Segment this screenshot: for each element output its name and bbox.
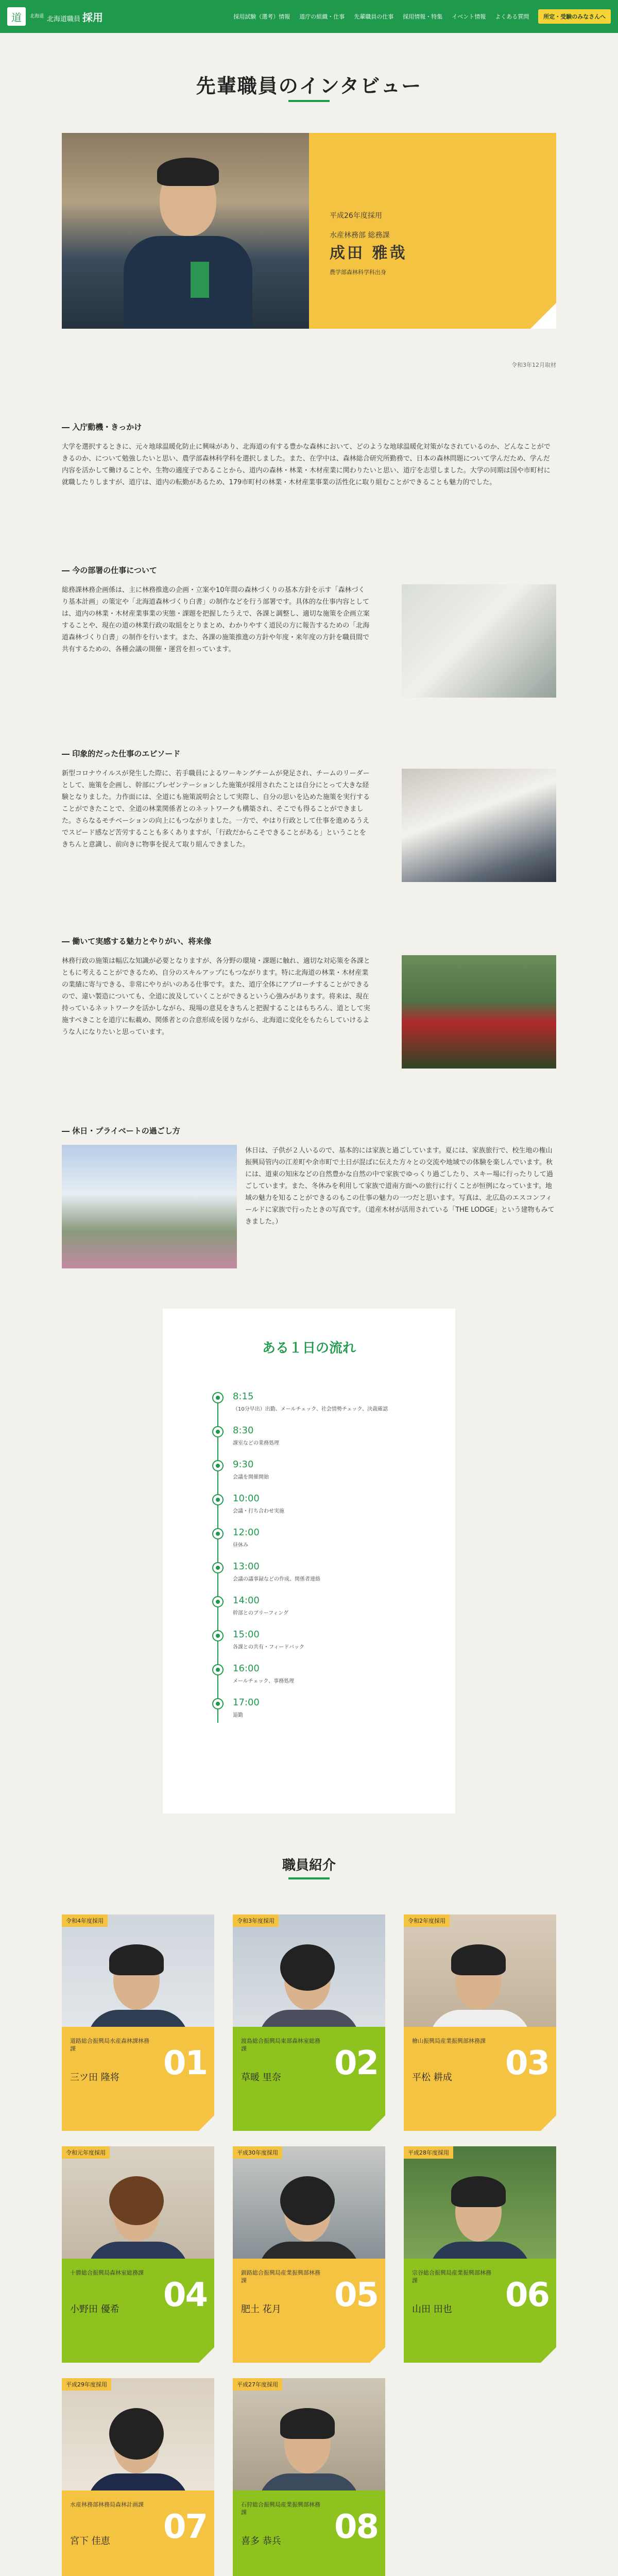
clock-icon	[212, 1460, 224, 1471]
presentation-photo	[402, 769, 556, 882]
staff-section-title: 職員紹介	[282, 1858, 336, 1873]
staff-year: 令和2年度採用	[404, 1914, 450, 1927]
staff-name: 小野田 優希	[70, 2304, 119, 2315]
staff-year: 令和3年度採用	[233, 1914, 279, 1927]
clock-icon	[212, 1562, 224, 1573]
logo-sub: 北海道	[30, 13, 44, 19]
staff-name: 平松 耕成	[412, 2072, 452, 2083]
section-heading-holiday: ― 休日・プライベートの過ごし方	[62, 1126, 180, 1136]
nav-item-events[interactable]: イベント情報	[452, 13, 486, 20]
staff-card-01[interactable]: 令和4年度採用 道路総合振興局水産森林課林務課 三ツ田 隆将 01	[62, 1914, 214, 2131]
staff-name: 三ツ田 隆将	[70, 2072, 119, 2083]
staff-year: 平成27年度採用	[233, 2378, 282, 2391]
family-photo	[62, 1145, 237, 1268]
clock-icon	[212, 1664, 224, 1675]
title-underline	[288, 100, 330, 102]
staff-number: 06	[505, 2276, 549, 2314]
hero-name: 成田 雅哉	[330, 244, 407, 262]
staff-number: 04	[163, 2276, 207, 2314]
section-text-current-work: 総務課林務企画係は、主に林務推進の企画・立案や10年間の森林づくりの基本方針を示す「森林づくり基本計画」の策定や「北海道森林づくり白書」の制作などを行う部署です。具体的な仕事内容としては、道内の林業・木材産業事業の実態・課題を把握したうえで、各課と調整し、適切な施策を企画立案することや、現在の道の林業行政の取組をとりまとめ、わかりやすく道民の方に報告するための「北海道森林づくり白書」の制作を行います。また、各課の施策推進の方針や年度・来年度の方針を職員間で共有するための、各種会議の開催・運営を担っています。	[62, 586, 370, 653]
section-heading-motivation: ― 入庁動機・きっかけ	[62, 422, 142, 432]
hokkaido-seal-icon: 道	[7, 7, 26, 26]
nav-item-organization[interactable]: 道庁の組織・仕事	[299, 13, 345, 20]
clock-icon	[212, 1426, 224, 1437]
staff-name: 宮下 佳恵	[70, 2536, 110, 2547]
staff-year: 平成29年度採用	[62, 2378, 111, 2391]
site-header	[0, 0, 618, 33]
clock-icon	[212, 1698, 224, 1709]
daily-schedule: ある１日の流れ 8:15 （10分早出）出勤、メールチェック、社会情勢チェック、決裁確認 8:30 課室などの業務処理 9:30 会議を開催開始 10:00 会議・打ち合わせ実施 12:00 昼休み 13:00 会議の議事録などの作成、関係者連絡 14:00 幹部とのブリーフィング 15:00 各課との共有・フィードバック 16:00 メールチェック、事務処理 17:00 退勤	[163, 1309, 455, 1814]
staff-card-08[interactable]: 平成27年度採用 石狩総合振興局産業振興部林務課 喜多 恭兵 08	[233, 2378, 385, 2576]
clock-icon	[212, 1596, 224, 1607]
staff-number: 08	[334, 2508, 378, 2546]
staff-number: 02	[334, 2044, 378, 2082]
section-text-episode: 新型コロナウイルスが発生した際に、若手職員によるワーキングチームが発足され、チームのリーダーとして、施策を企画し、幹部にプレゼンテーションした施策が採用されたことは自分にとって大きな経験となりました。力作面には、全道にも施策説明会として実際し、自分の思いを込めた施策を実行することができたことで、全道の林業関係者とのネットワークも構築され、そこでも得ることができました。さらなるモチベーションの向上にもつながりました。一方で、やはり行政として仕事を進めるうえでスピード感など苦労することも多くありますが、「行政だからこそできることがある」ということをきちんと意識し、前向きに物事を捉えて取り組んできました。	[62, 770, 370, 849]
site-logo[interactable]	[7, 7, 103, 26]
staff-number: 01	[163, 2044, 207, 2082]
section-text-holiday: 休日は、子供が２人いるので、基本的には家族と過ごしています。夏には、家族旅行で、校生地の権山振興局管内の江差町や余市町で土日が混ばに伝えた方々との交流や地域での体験を楽しんでいます。秋には、道東の知床などの自然豊かな自然の中で家族でゆっくり過ごしたり、スキー場に行ったりして過ごしています。また、冬休みを利用して家族で道南方面への旅行に行くことが恒例になっています。地域の魅力を知ることができるのもこの仕事の魅力の一つだと思います。写真は、北広島のエスコンフィールドに家族で行ったときの写真です。（道産木材が活用されている「THE LODGE」という建物もみてきました。）	[245, 1147, 555, 1226]
hero-profile-card	[309, 133, 556, 329]
staff-number: 07	[163, 2508, 207, 2546]
section-text-motivation: 大学を選択するときに、元々地球温暖化防止に興味があり、北海道の有する豊かな森林において、どのような地球温暖化対策がなされているのか、どんなことができるのか、について勉強したいと思い、農学部森林科学科を選択しました。また、在学中は、森林総合研究所勤務で、日本の森林問題について学んだため、学んだ内容を活かして働けることや、生物の適度子であることから、道内の森林・林業・木材産業に関わりたいと思い、道庁を志望しました。大学の同期は国や市町村に就職したりしますが、道庁は、道内の転勤があるため、179市町村の林業・木材産業事業の活性化に取り組むことができることも魅力的でした。	[62, 443, 551, 486]
staff-card-02[interactable]: 令和3年度採用 渡島総合振興局東部森林室総務課 草暖 里奈 02	[233, 1914, 385, 2131]
forest-group-photo	[402, 955, 556, 1069]
clock-icon	[212, 1392, 224, 1403]
section-heading-current-work: ― 今の部署の仕事について	[62, 566, 157, 575]
section-heading-episode: ― 印象的だった仕事のエピソード	[62, 749, 181, 758]
schedule-title: ある１日の流れ	[262, 1341, 356, 1356]
staff-card-04[interactable]: 令和元年度採用 十勝総合振興局森林室総務課 小野田 優希 04	[62, 2146, 214, 2363]
staff-card-05[interactable]: 平成30年度採用 釧路総合振興局産業振興部林務課 肥土 花月 05	[233, 2146, 385, 2363]
staff-year: 平成30年度採用	[233, 2146, 282, 2159]
staff-card-06[interactable]: 平成28年度採用 宗谷総合振興局産業振興部林務課 山田 田也 06	[404, 2146, 556, 2363]
staff-year: 平成28年度採用	[404, 2146, 453, 2159]
staff-card-03[interactable]: 令和2年度採用 檜山振興局産業振興部林務課 平松 耕成 03	[404, 1914, 556, 2131]
staff-name: 肥土 花月	[241, 2304, 281, 2315]
staff-card-07[interactable]: 平成29年度採用 水産林務部林務局森林計画課 宮下 佳恵 07	[62, 2378, 214, 2576]
hero-school: 農学部森林科学科出身	[330, 269, 386, 276]
main-nav	[233, 0, 611, 33]
staff-year: 令和4年度採用	[62, 1914, 108, 1927]
clock-icon	[212, 1494, 224, 1505]
staff-name: 喜多 恭兵	[241, 2536, 281, 2547]
page-title: 先輩職員のインタビュー	[196, 75, 422, 97]
logo-title: 北海道職員 採用	[47, 11, 104, 24]
nav-item-features[interactable]: 採用情報・特集	[403, 13, 443, 20]
meeting-photo	[402, 584, 556, 698]
clock-icon	[212, 1528, 224, 1539]
nav-item-faq[interactable]: よくある質問	[495, 13, 529, 20]
section-heading-rewards: ― 働いて実感する魅力とやりがい、将来像	[62, 937, 212, 946]
nav-item-senior-work[interactable]: 先輩職員の仕事	[354, 13, 394, 20]
staff-number: 03	[505, 2044, 549, 2082]
staff-name: 草暖 里奈	[241, 2072, 281, 2083]
staff-name: 山田 田也	[412, 2304, 452, 2315]
nav-cta-button[interactable]: 所定・受験のみなさんへ	[538, 9, 611, 24]
clock-icon	[212, 1630, 224, 1641]
interview-date: 令和3年12月取材	[511, 362, 556, 368]
nav-item-exam[interactable]: 採用試験（選考）情報	[233, 13, 290, 20]
hero-photo	[62, 133, 309, 329]
section-text-rewards: 林務行政の施策は幅広な知識が必要となりますが、各分野の環境・課題に触れ、適切な対応策を各課とともに考えることができるため、自分のスキルアップにもつながります。特に北海道の林業・木材産業の業績に寄与できる、非常にやりがいのある仕事です。また、道庁全体にアプローチすることができるので、違い製造についても、全道に波及していくことができるという心強みがあります。将来は、現在持っているネットワークを活かしながら、現場の意見をきちんと把握することはもちろん、道として実施すべきことを道庁に転載め、関係者との合意形成を図りながら、北海道に変化をもたらしていけるような人になりたいと思っています。	[62, 957, 370, 1036]
hero-year: 平成26年度採用	[330, 212, 382, 220]
staff-number: 05	[334, 2276, 378, 2314]
hero-dept: 水産林務部 総務課	[330, 231, 390, 240]
staff-year: 令和元年度採用	[62, 2146, 110, 2159]
